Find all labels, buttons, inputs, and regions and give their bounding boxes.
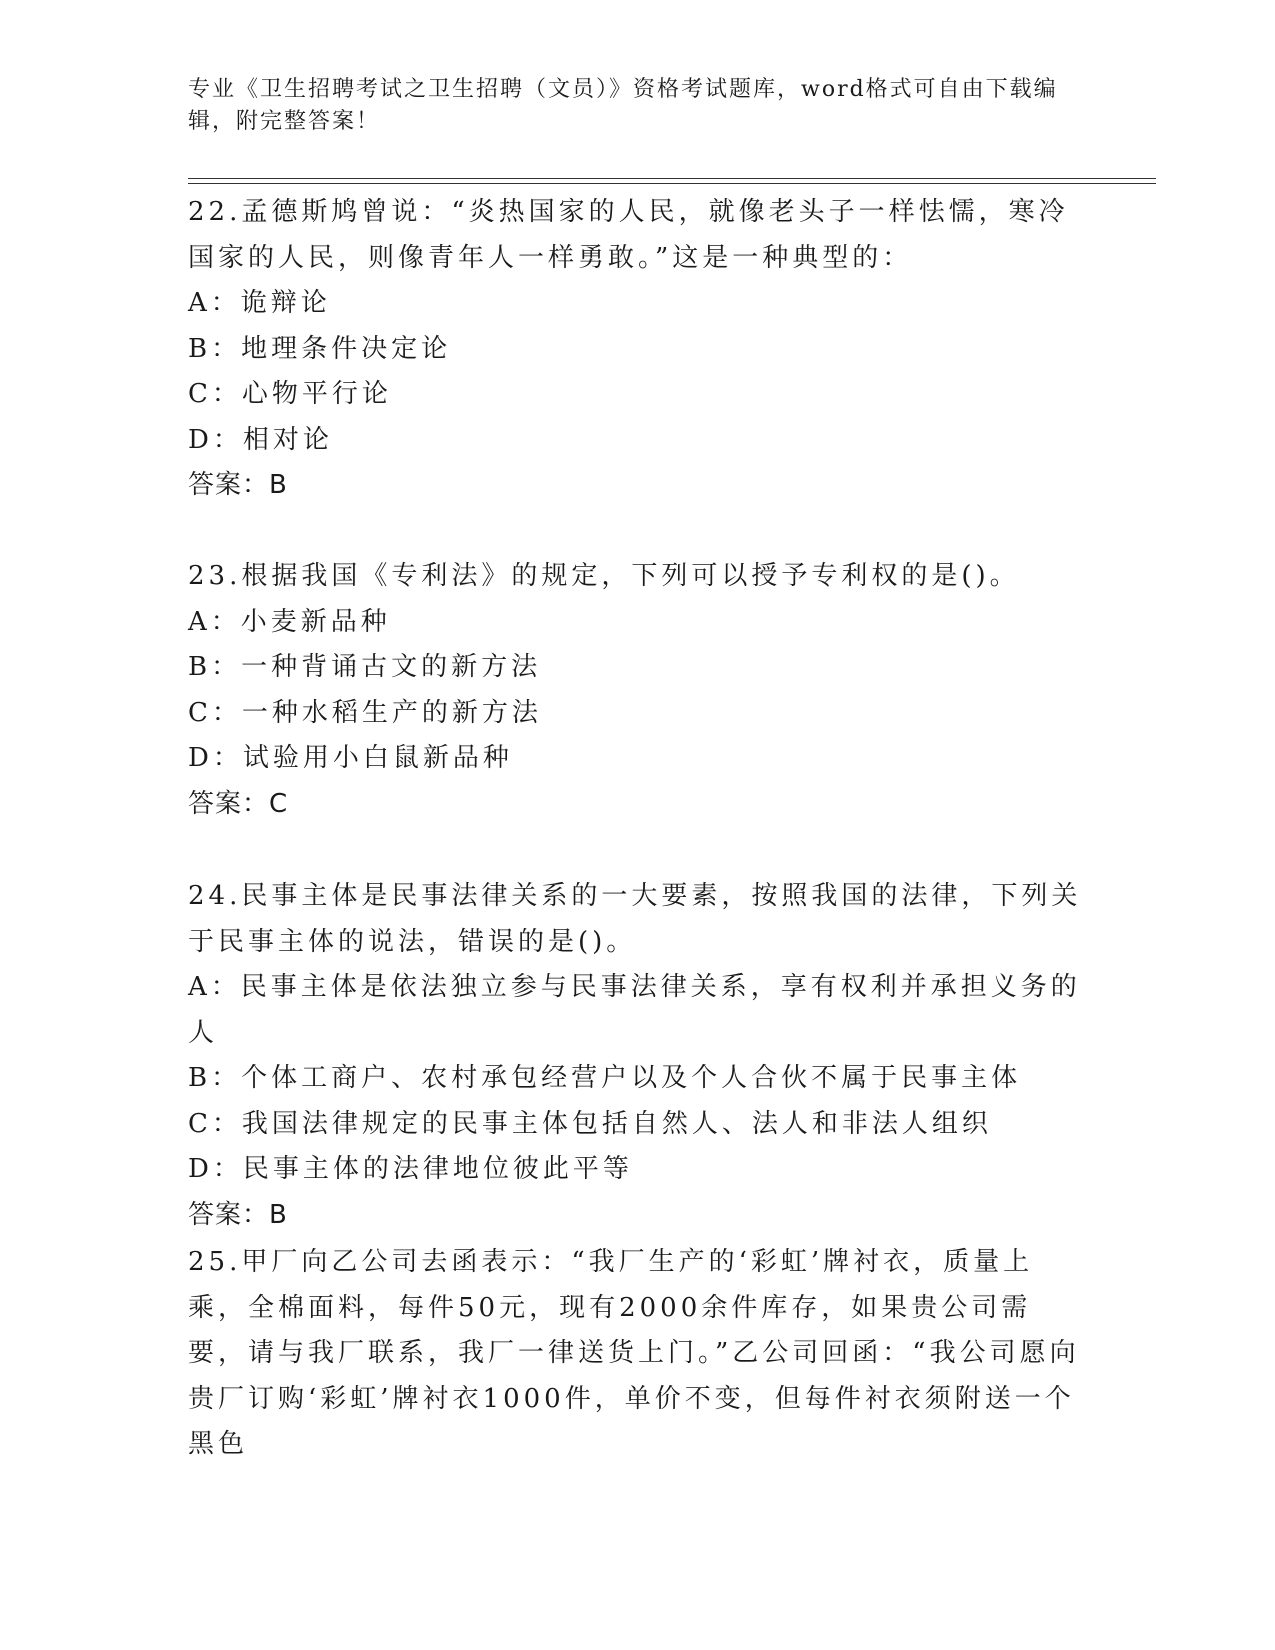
question-22 — [188, 190, 1088, 509]
answer: 答案：C — [188, 788, 289, 819]
header-divider-top — [188, 178, 1156, 179]
option-b: B：个体工商户、农村承包经营户以及个人合伙不属于民事主体 — [188, 1063, 1022, 1093]
question-25 — [188, 1240, 1088, 1468]
answer: 答案：B — [188, 470, 288, 500]
option-a: A：民事主体是依法独立参与民事法律关系，享有权利并承担义务的人 — [188, 972, 1081, 1048]
option-b: B：一种背诵古文的新方法 — [188, 652, 542, 682]
question-text: 23.根据我国《专利法》的规定，下列可以授予专利权的是()。 — [188, 561, 1020, 591]
option-a: A：诡辩论 — [188, 288, 331, 318]
question-text: 25.甲厂向乙公司去函表示：“我厂生产的‘彩虹’牌衬衣，质量上乘，全棉面料，每件50元，现有2000余件库存，如果贵公司需要，请与我厂联系，我厂一律送货上门。”乙公司回函：“我公司愿向贵厂订购‘彩虹’牌衬衣1000件，单价不变，但每件衬衣须附送一个黑色 — [188, 1247, 1080, 1459]
question-23 — [188, 554, 1088, 827]
question-text: 24.民事主体是民事法律关系的一大要素，按照我国的法律，下列关于民事主体的说法，错误的是()。 — [188, 881, 1082, 957]
question-text: 22.孟德斯鸠曾说：“炎热国家的人民，就像老头子一样怯懦，寒冷国家的人民，则像青年人一样勇敢。”这是一种典型的： — [188, 197, 1069, 273]
option-c: C：心物平行论 — [188, 379, 392, 409]
option-b: B：地理条件决定论 — [188, 333, 452, 364]
document-header: 专业《卫生招聘考试之卫生招聘（文员）》资格考试题库，word格式可自由下载编辑，附完整答案！ — [188, 77, 1058, 134]
answer: 答案：B — [188, 1199, 288, 1230]
header-divider-bottom — [188, 183, 1156, 184]
option-c: C：我国法律规定的民事主体包括自然人、法人和非法人组织 — [188, 1108, 992, 1139]
option-c: C：一种水稻生产的新方法 — [188, 697, 542, 728]
question-24 — [188, 874, 1088, 1238]
option-a: A：小麦新品种 — [188, 606, 391, 637]
option-d: D：试验用小白鼠新品种 — [188, 743, 513, 773]
option-d: D：相对论 — [188, 424, 333, 455]
option-d: D：民事主体的法律地位彼此平等 — [188, 1154, 633, 1184]
